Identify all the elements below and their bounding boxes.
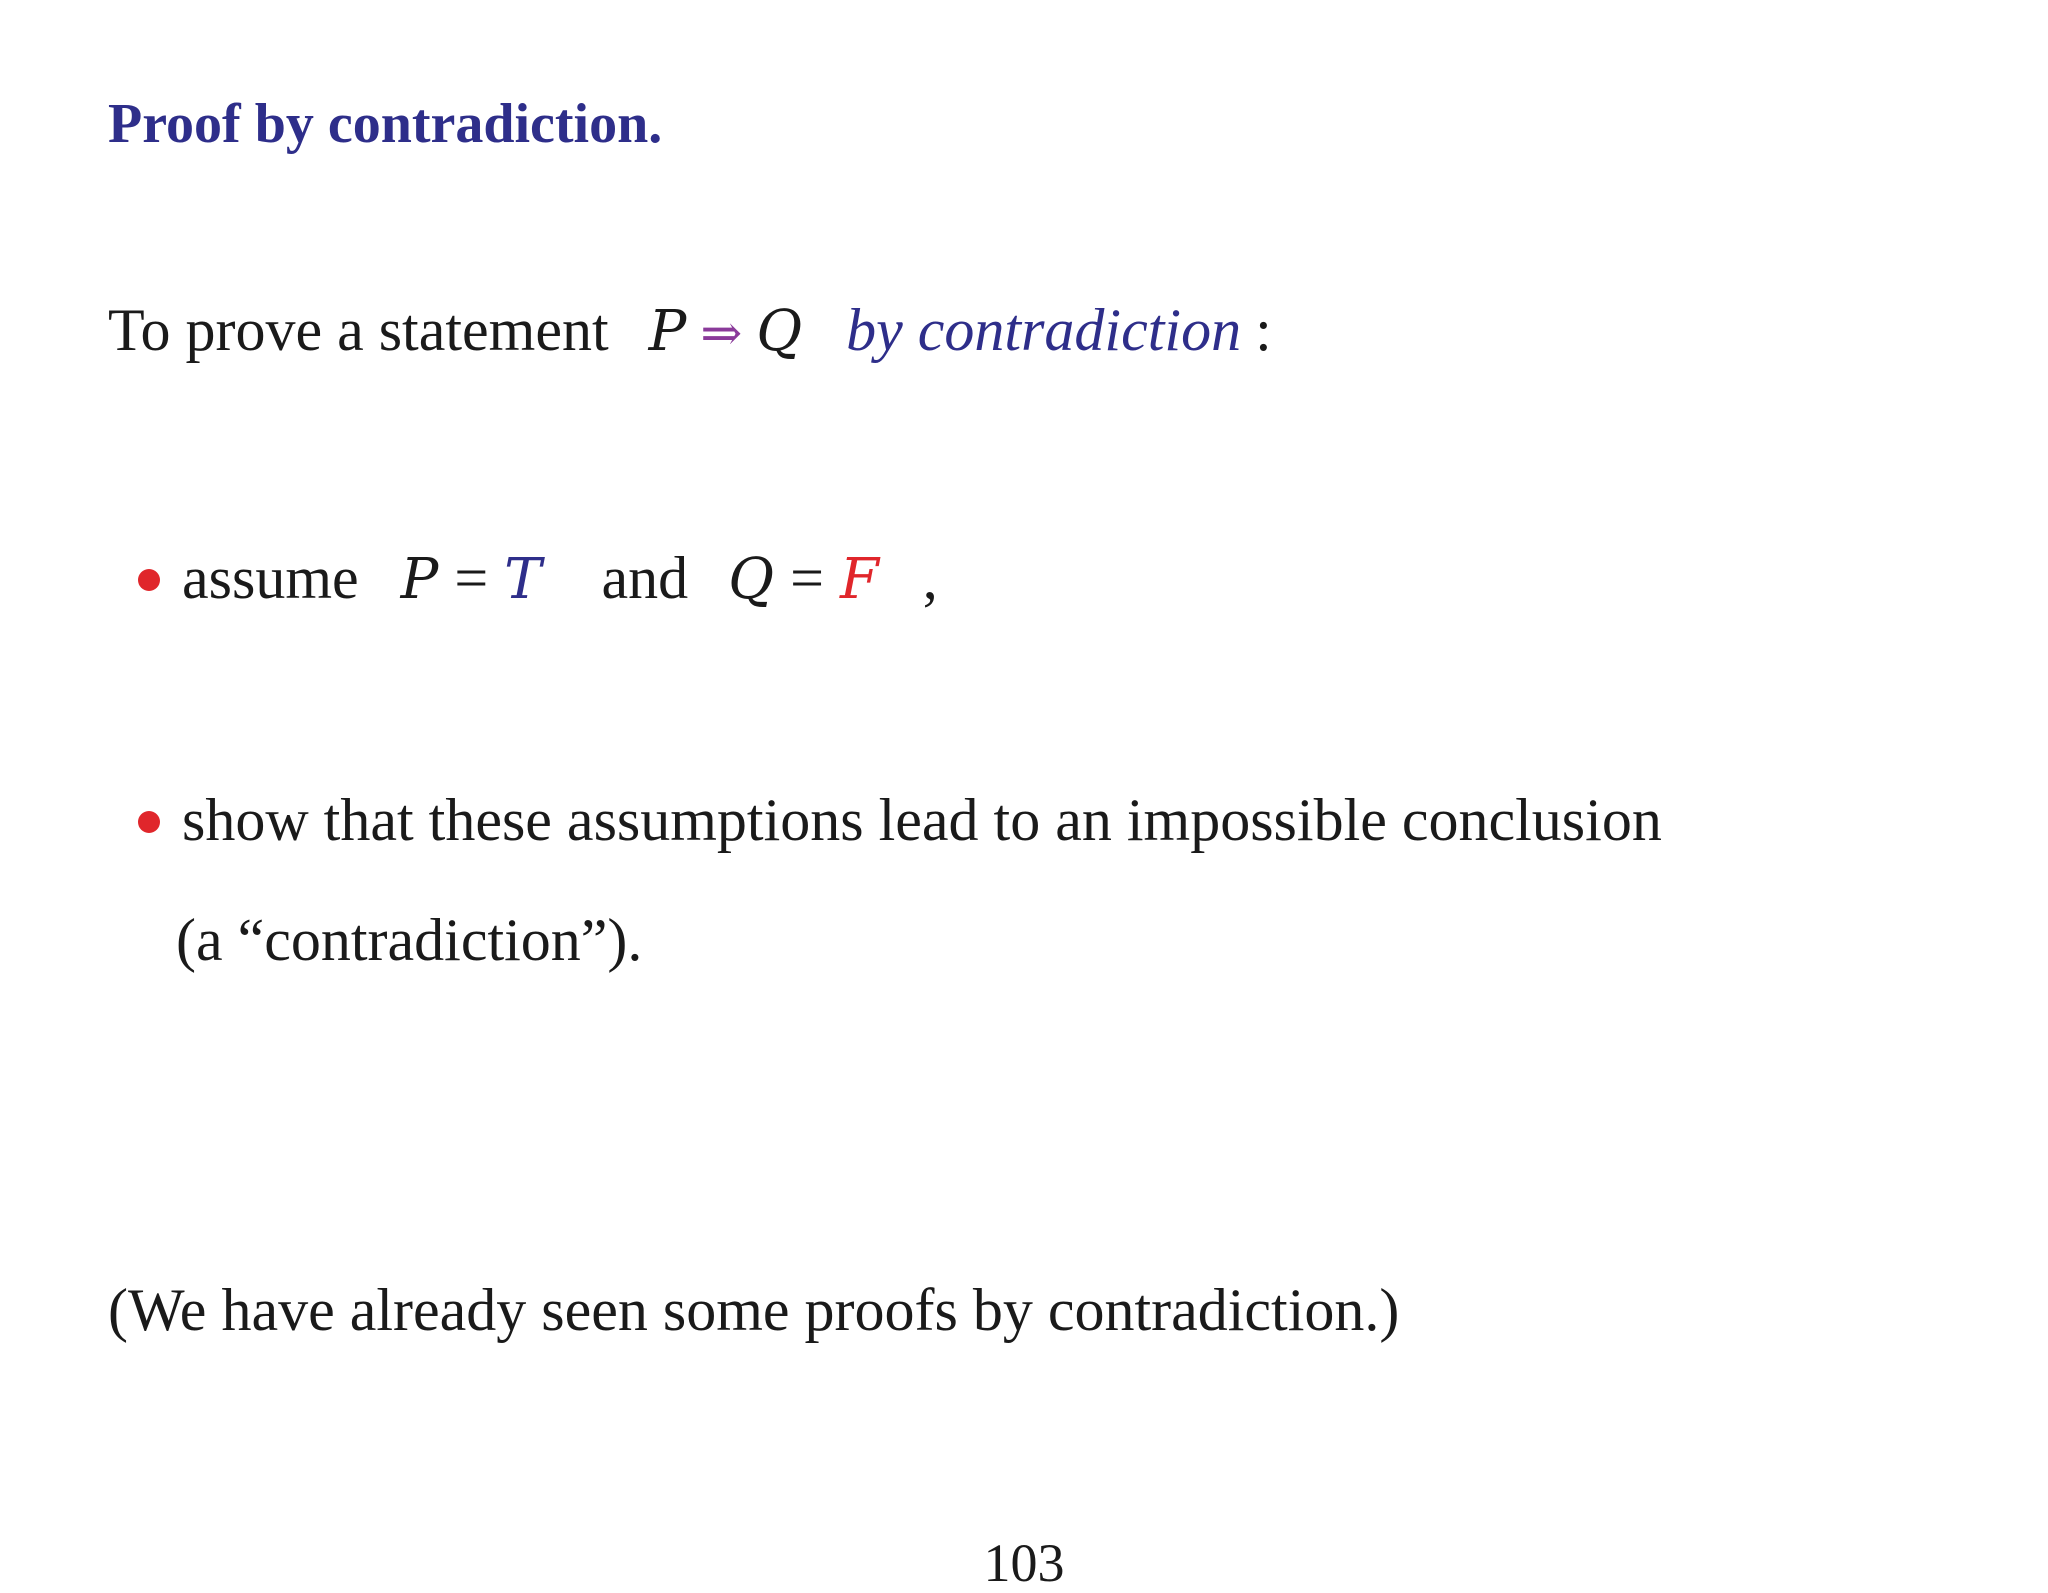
intro-colon: : [1255,297,1272,363]
closing-note: (We have already seen some proofs by contradiction.) [108,1277,1400,1343]
assume-eq1: = [454,545,489,611]
assume-p: P [400,547,439,612]
intro-p: P [648,299,687,364]
intro-line [108,297,1272,364]
value-false: F [839,547,879,612]
slide-title: Proof by contradiction. [108,93,663,155]
bullet-show [138,787,1662,853]
method-emphasis: by contradiction [846,297,1242,363]
bullet-assume [138,545,938,612]
bullet-dot-icon [138,811,160,833]
assume-q: Q [728,547,775,612]
implies-symbol: ⇒ [700,304,743,362]
value-true: T [504,547,542,612]
assume-word: assume [182,545,359,611]
intro-text: To prove a statement [108,297,609,363]
show-line-1: show that these assumptions lead to an impossible conclusion [182,787,1662,853]
intro-q: Q [756,299,803,364]
assume-comma: , [922,545,938,611]
page-number: 103 [983,1533,1065,1593]
bullet-dot-icon [138,569,160,591]
show-line-2: (a “contradiction”). [176,907,643,973]
assume-and: and [601,545,689,611]
assume-eq2: = [790,545,824,611]
